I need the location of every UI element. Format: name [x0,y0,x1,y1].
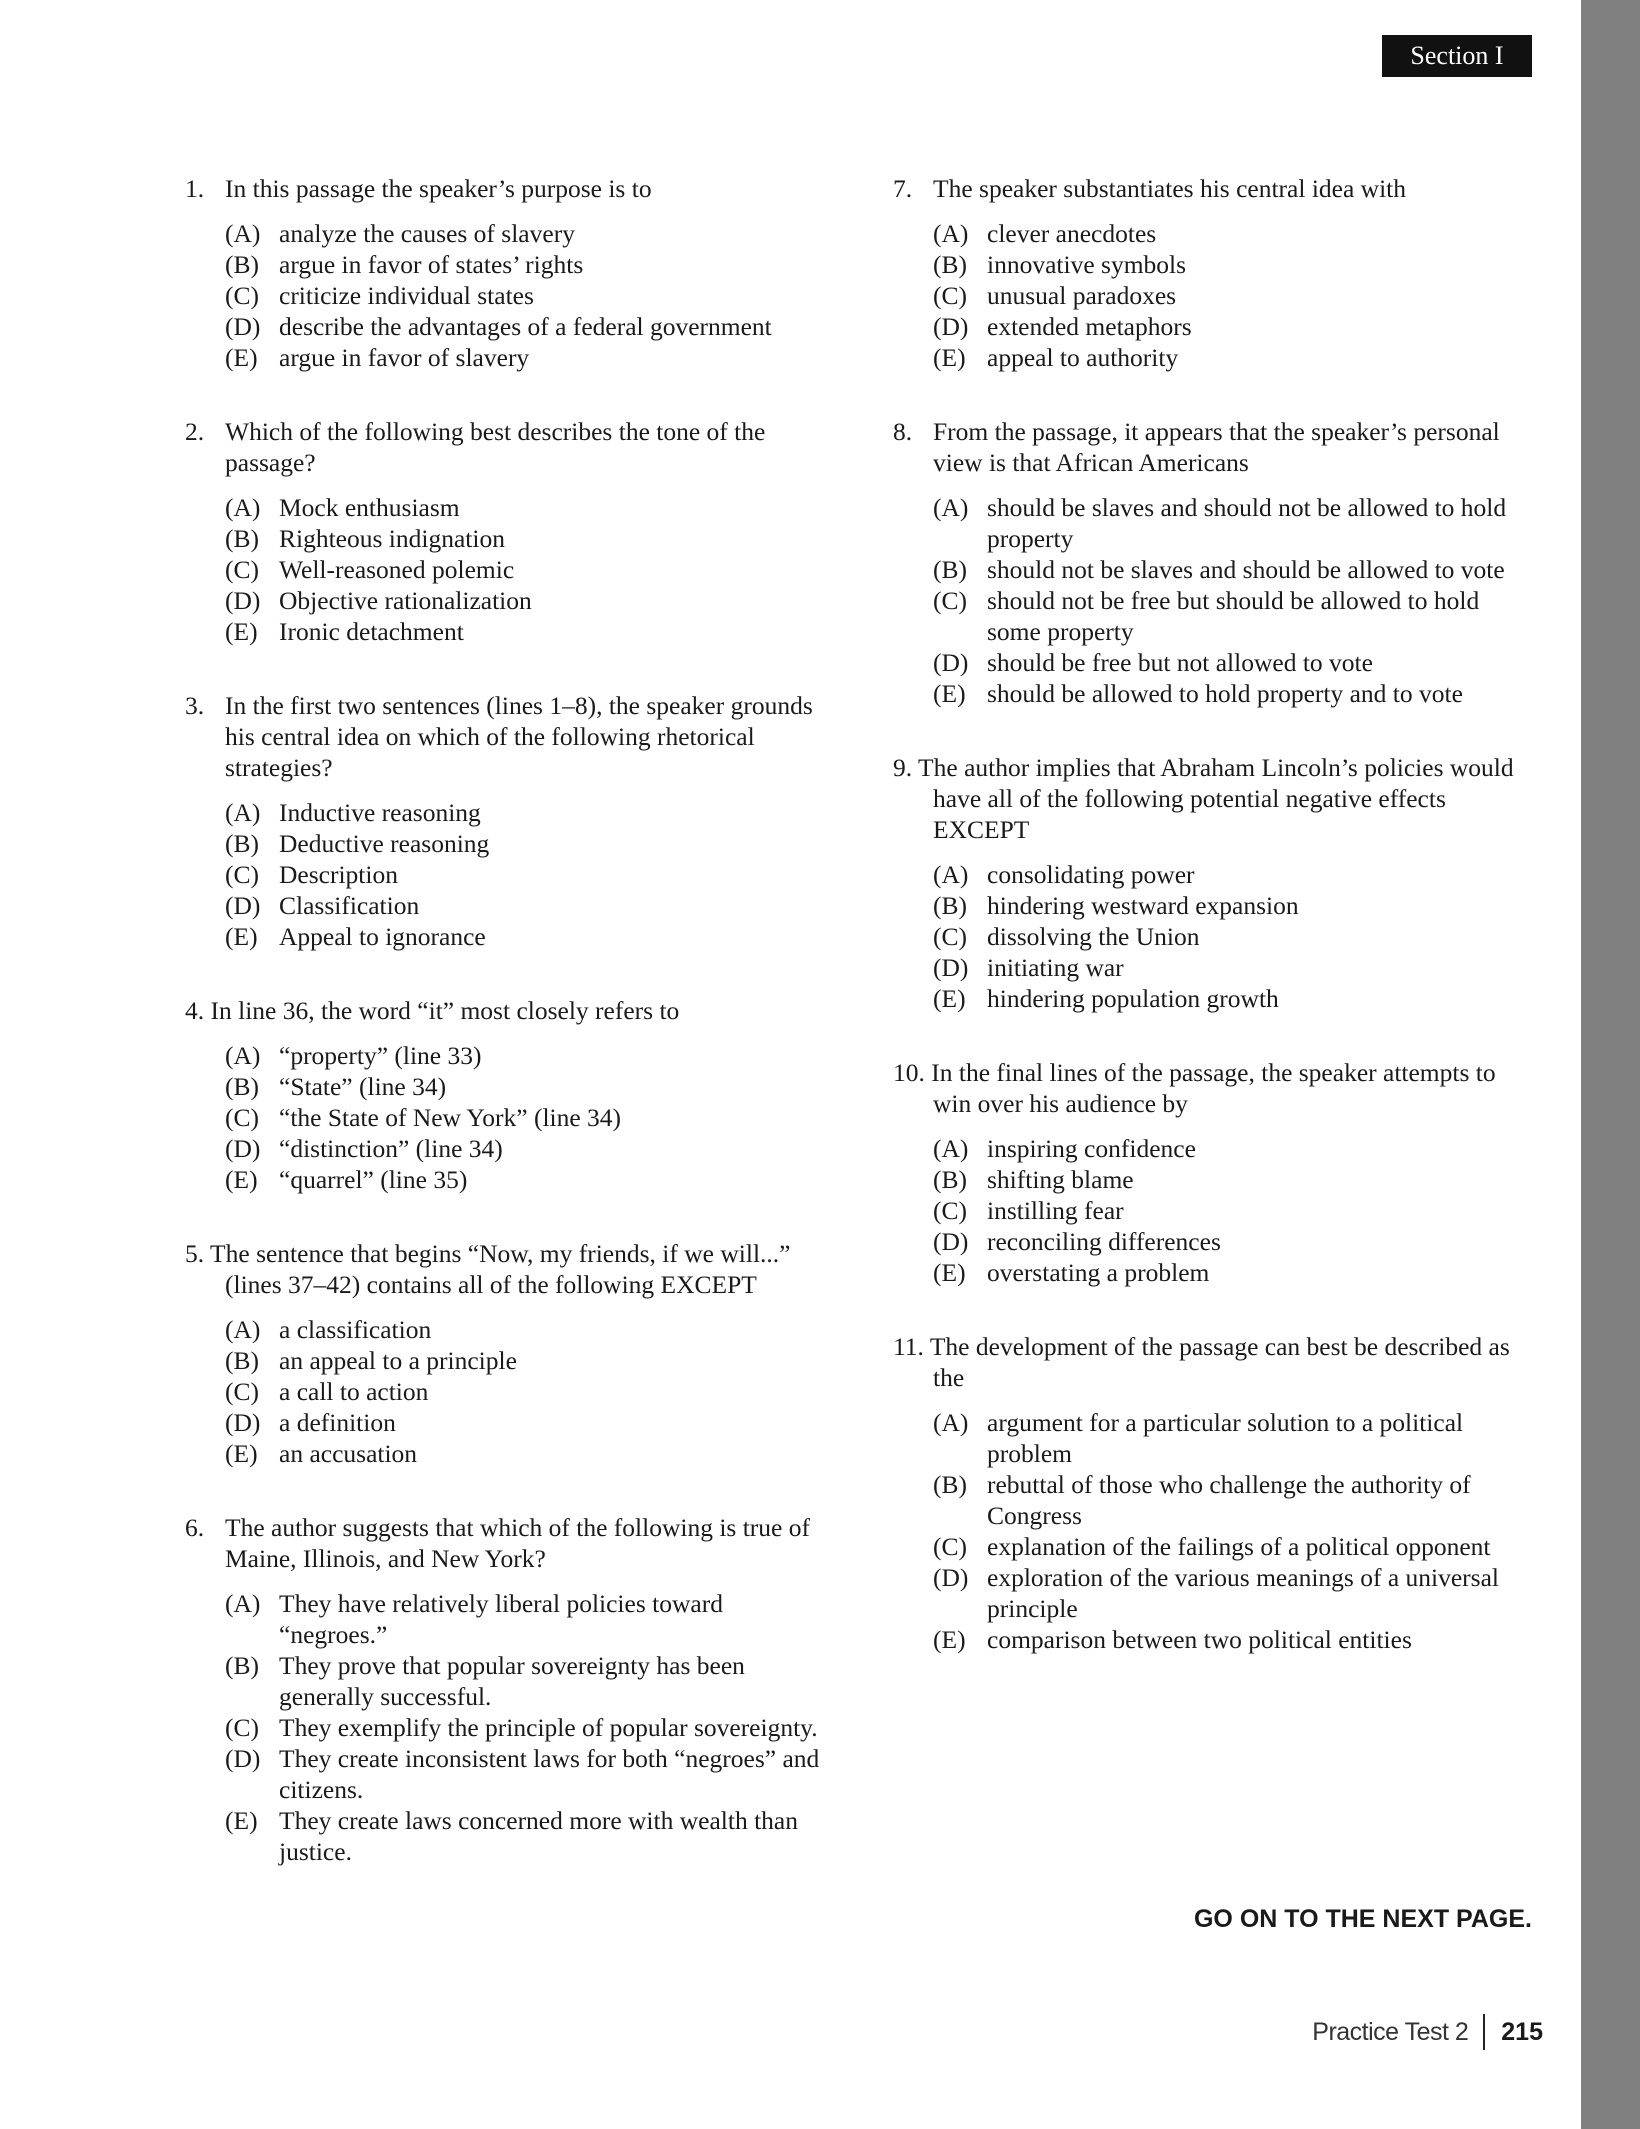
section-label: Section I [1382,35,1532,77]
choice-letter: (E) [933,1258,966,1287]
choice-letter: (C) [933,586,967,615]
answer-choice [933,1164,1533,1195]
choice-text: They have relatively liberal policies toward “negroes.” [279,1589,723,1649]
answer-choice [225,1712,835,1743]
answer-choice [225,1588,835,1650]
choice-letter: (E) [225,1439,258,1468]
choice-letter: (B) [225,829,259,858]
answer-choice [225,1407,835,1438]
answer-choice [225,1164,835,1195]
question-number: 4. [185,996,205,1025]
answer-choices [185,1588,835,1867]
answer-choice [225,1071,835,1102]
answer-choice [225,585,835,616]
question-number: 5. [185,1239,205,1268]
answer-choice [933,1624,1533,1655]
question-prompt-line [893,416,1533,478]
answer-choice [933,1226,1533,1257]
choice-text: criticize individual states [279,281,534,310]
choice-text: an appeal to a principle [279,1346,517,1375]
answer-choice [225,1345,835,1376]
choice-text: Righteous indignation [279,524,505,553]
answer-choice [225,797,835,828]
choice-letter: (C) [225,1103,259,1132]
choice-text: overstating a problem [987,1258,1210,1287]
choice-text: should be slaves and should not be allowed to hold property [987,493,1507,553]
choice-text: Ironic detachment [279,617,464,646]
choice-text: rebuttal of those who challenge the authority of Congress [987,1470,1471,1530]
question-prompt: In the first two sentences (lines 1–8), the speaker grounds his central idea on which of the following rhetorical strategies? [225,691,813,782]
choice-letter: (E) [933,1625,966,1654]
question-prompt-line [893,173,1533,204]
question-prompt-line [893,1057,1533,1119]
choice-letter: (A) [933,1408,969,1437]
choice-letter: (C) [225,860,259,889]
choice-text: Mock enthusiasm [279,493,460,522]
question-prompt: In the final lines of the passage, the speaker attempts to win over his audience by [931,1058,1496,1118]
question-number: 3. [185,691,205,720]
answer-choice [225,1743,835,1805]
answer-choice [933,554,1533,585]
choice-letter: (D) [933,648,969,677]
question-prompt-line [185,995,835,1026]
choice-letter: (D) [225,312,261,341]
choice-text: “property” (line 33) [279,1041,482,1070]
question-prompt-line [893,1331,1533,1393]
choice-text: “the State of New York” (line 34) [279,1103,622,1132]
answer-choice [933,983,1533,1014]
page-footer [1312,2012,1543,2052]
answer-choice [933,1469,1533,1531]
question-number: 2. [185,417,205,446]
choice-text: innovative symbols [987,250,1187,279]
choice-text: consolidating power [987,860,1195,889]
question-prompt: The author implies that Abraham Lincoln’s policies would have all of the following potential negative effects EXCEPT [918,753,1514,844]
answer-choice [225,249,835,280]
choice-text: They prove that popular sovereignty has been generally successful. [279,1651,745,1711]
choice-letter: (C) [225,281,259,310]
choice-letter: (D) [225,586,261,615]
choice-text: They create inconsistent laws for both “negroes” and citizens. [279,1744,820,1804]
answer-choice [225,218,835,249]
choice-text: appeal to authority [987,343,1179,372]
answer-choice [933,585,1533,647]
answer-choice [225,311,835,342]
answer-choice [225,616,835,647]
question-number: 1. [185,174,205,203]
footer-divider [1483,2014,1485,2050]
question-prompt-line [185,690,835,783]
choice-text: comparison between two political entities [987,1625,1412,1654]
question-item [185,416,835,647]
question-number: 8. [893,417,913,446]
answer-choice [225,1376,835,1407]
answer-choice [933,492,1533,554]
choice-text: Objective rationalization [279,586,532,615]
choice-text: instilling fear [987,1196,1124,1225]
answer-choice [933,218,1533,249]
answer-choices [185,218,835,373]
choice-text: extended metaphors [987,312,1192,341]
choice-letter: (A) [225,493,261,522]
question-prompt-line [185,1238,835,1300]
choice-text: reconciling differences [987,1227,1221,1256]
choice-letter: (B) [225,524,259,553]
choice-letter: (C) [933,1196,967,1225]
question-prompt: The speaker substantiates his central idea with [933,174,1407,203]
answer-choice [225,1650,835,1712]
choice-text: “distinction” (line 34) [279,1134,503,1163]
choice-text: should be free but not allowed to vote [987,648,1373,677]
choice-text: Appeal to ignorance [279,922,486,951]
question-item [893,1057,1533,1288]
choice-text: a call to action [279,1377,429,1406]
question-prompt: The author suggests that which of the following is true of Maine, Illinois, and New York? [225,1513,810,1573]
answer-choice [225,1040,835,1071]
choice-letter: (C) [225,555,259,584]
question-prompt-line [185,173,835,204]
question-prompt-line [185,1512,835,1574]
choice-letter: (B) [933,891,967,920]
answer-choice [225,523,835,554]
answer-choices [893,859,1533,1014]
question-prompt-line [893,752,1533,845]
question-item [185,995,835,1195]
answer-choice [933,890,1533,921]
answer-choices [185,1040,835,1195]
answer-choice [933,280,1533,311]
choice-letter: (A) [225,1041,261,1070]
answer-choice [225,921,835,952]
choice-text: They exemplify the principle of popular sovereignty. [279,1713,818,1742]
question-number: 10. [893,1058,925,1087]
choice-letter: (D) [225,1408,261,1437]
choice-letter: (B) [225,1651,259,1680]
answer-choice [225,280,835,311]
choice-text: Well-reasoned polemic [279,555,515,584]
choice-text: “State” (line 34) [279,1072,447,1101]
question-prompt-line [185,416,835,478]
choice-text: initiating war [987,953,1124,982]
answer-choice [225,859,835,890]
choice-letter: (E) [225,1806,258,1835]
choice-letter: (E) [933,343,966,372]
question-item [893,1331,1533,1655]
choice-text: explanation of the failings of a political opponent [987,1532,1491,1561]
right-question-column [893,173,1533,1698]
answer-choices [185,1314,835,1469]
choice-text: hindering population growth [987,984,1279,1013]
answer-choice [933,1195,1533,1226]
answer-choice [933,647,1533,678]
choice-letter: (D) [933,1227,969,1256]
question-item [185,173,835,373]
answer-choice [225,342,835,373]
answer-choice [225,1438,835,1469]
choice-letter: (C) [933,281,967,310]
choice-letter: (A) [933,219,969,248]
answer-choice [225,890,835,921]
answer-choices [893,1407,1533,1655]
choice-letter: (B) [225,1072,259,1101]
choice-text: Classification [279,891,420,920]
choice-text: a classification [279,1315,432,1344]
question-prompt: Which of the following best describes the tone of the passage? [225,417,766,477]
question-number: 11. [893,1332,924,1361]
choice-letter: (E) [225,617,258,646]
choice-letter: (B) [225,250,259,279]
question-prompt: The sentence that begins “Now, my friends, if we will...” (lines 37–42) contains all of the following EXCEPT [210,1239,791,1299]
choice-text: argue in favor of states’ rights [279,250,584,279]
choice-letter: (B) [933,250,967,279]
choice-text: an accusation [279,1439,418,1468]
choice-text: argument for a particular solution to a political problem [987,1408,1464,1468]
choice-text: exploration of the various meanings of a universal principle [987,1563,1499,1623]
choice-letter: (D) [225,1134,261,1163]
choice-letter: (D) [225,1744,261,1773]
choice-text: analyze the causes of slavery [279,219,575,248]
answer-choice [225,554,835,585]
answer-choice [933,1133,1533,1164]
answer-choice [933,1257,1533,1288]
choice-letter: (E) [225,343,258,372]
choice-text: They create laws concerned more with wealth than justice. [279,1806,798,1866]
choice-letter: (C) [225,1377,259,1406]
choice-letter: (C) [933,1532,967,1561]
choice-letter: (D) [933,953,969,982]
choice-letter: (A) [225,1589,261,1618]
answer-choice [933,249,1533,280]
answer-choice [933,1562,1533,1624]
choice-letter: (C) [225,1713,259,1742]
answer-choices [185,492,835,647]
page-number: 215 [1501,2017,1543,2046]
answer-choice [225,1133,835,1164]
answer-choice [225,1805,835,1867]
answer-choice [225,828,835,859]
choice-text: Inductive reasoning [279,798,481,827]
answer-choices [893,1133,1533,1288]
choice-text: Deductive reasoning [279,829,490,858]
question-number: 6. [185,1513,205,1542]
choice-letter: (E) [933,679,966,708]
choice-text: “quarrel” (line 35) [279,1165,468,1194]
choice-text: a definition [279,1408,396,1437]
question-item [185,690,835,952]
answer-choice [933,1531,1533,1562]
choice-letter: (E) [225,1165,258,1194]
choice-letter: (B) [933,1470,967,1499]
choice-letter: (B) [933,1165,967,1194]
choice-text: shifting blame [987,1165,1134,1194]
choice-letter: (B) [225,1346,259,1375]
answer-choice [933,1407,1533,1469]
next-page-notice: GO ON TO THE NEXT PAGE. [1193,1905,1532,1933]
left-question-column [185,173,835,1910]
question-item [185,1238,835,1469]
footer-test-label: Practice Test 2 [1312,2017,1469,2046]
choice-letter: (B) [933,555,967,584]
choice-text: describe the advantages of a federal government [279,312,772,341]
choice-text: Description [279,860,398,889]
answer-choices [185,797,835,952]
choice-letter: (A) [225,798,261,827]
choice-text: dissolving the Union [987,922,1200,951]
choice-text: clever anecdotes [987,219,1157,248]
choice-letter: (D) [933,1563,969,1592]
choice-text: should not be slaves and should be allowed to vote [987,555,1505,584]
question-item [185,1512,835,1867]
answer-choice [933,342,1533,373]
choice-letter: (A) [225,1315,261,1344]
answer-choice [933,859,1533,890]
choice-letter: (A) [933,860,969,889]
answer-choice [933,921,1533,952]
question-number: 9. [893,753,913,782]
choice-letter: (A) [225,219,261,248]
choice-letter: (C) [933,922,967,951]
answer-choice [225,1314,835,1345]
choice-letter: (A) [933,493,969,522]
question-prompt: The development of the passage can best be described as the [929,1332,1510,1392]
answer-choices [893,218,1533,373]
answer-choice [225,1102,835,1133]
answer-choice [933,311,1533,342]
question-item [893,416,1533,709]
answer-choice [933,952,1533,983]
choice-letter: (A) [933,1134,969,1163]
choice-text: should not be free but should be allowed to hold some property [987,586,1480,646]
question-prompt: From the passage, it appears that the speaker’s personal view is that African Americans [933,417,1500,477]
choice-text: hindering westward expansion [987,891,1299,920]
question-item [893,752,1533,1014]
question-item [893,173,1533,373]
choice-letter: (D) [225,891,261,920]
question-number: 7. [893,174,913,203]
choice-letter: (D) [933,312,969,341]
answer-choice [933,678,1533,709]
choice-text: should be allowed to hold property and to vote [987,679,1463,708]
answer-choice [225,492,835,523]
choice-text: argue in favor of slavery [279,343,530,372]
choice-text: inspiring confidence [987,1134,1196,1163]
choice-text: unusual paradoxes [987,281,1177,310]
choice-letter: (E) [933,984,966,1013]
answer-choices [893,492,1533,709]
question-prompt: In line 36, the word “it” most closely refers to [210,996,680,1025]
question-prompt: In this passage the speaker’s purpose is to [225,174,652,203]
side-margin-bar [1581,0,1640,2129]
choice-letter: (E) [225,922,258,951]
